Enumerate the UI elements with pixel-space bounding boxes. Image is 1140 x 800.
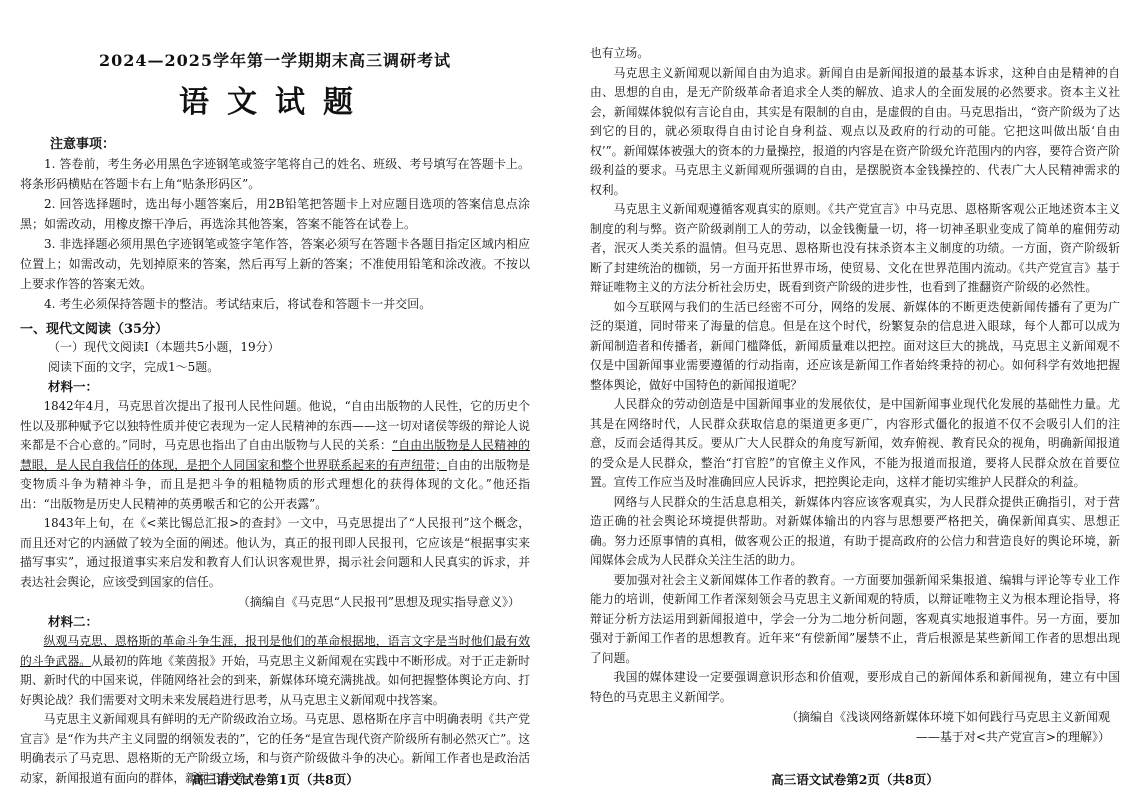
page-2 (590, 0, 1120, 800)
page-1 (20, 0, 530, 800)
notice-item: 2. 回答选择题时，选出每小题答案后，用2B铅笔把答题卡上对应题目选项的答案信息点涂黑；如需改动，用橡皮擦干净后，再选涂其他答案，答案不能答在试卷上。 (20, 197, 530, 231)
notice-item: 4. 考生必须保持答题卡的整洁。考试结束后，将试卷和答题卡一并交回。 (44, 297, 432, 311)
text-run: 1842年4月，马克思首次提出了报刊人民性问题。他说，“自由出版物的人民性，它的历史个性以及那种赋予它以独特性质并使它表现为一定人民精神的东西——这一切对诸侯等级的辩论人说来都是不合心意的。”同时，马克思也指出了自由出版物与人民的关系： (20, 399, 530, 452)
exam-title: 2024—2025学年第一学期期末高三调研考试 (98, 51, 452, 70)
instruction: 阅读下面的文字，完成1～5题。 (48, 360, 220, 374)
paragraph: 如今互联网与我们的生活已经密不可分，网络的发展、新媒体的不断更迭使新闻传播有了更为广泛的渠道，同时带来了海量的信息。但是在这个时代，纷繁复杂的信息进入眼球，每个人都可以成为新闻制造者和传播者，新闻门槛降低，新闻质量难以把控。面对这巨大的挑战，马克思主义新闻观不仅是中国新闻事业需要遵循的行动指南，还应该是新闻工作者始终秉持的初心。如何科学有效地把握整体舆论，做好中国特色的新闻报道呢？ (590, 299, 1120, 392)
section-heading: 一、现代文阅读（35分） (20, 322, 169, 337)
paragraph: 要加强对社会主义新闻媒体工作者的教育。一方面要加强新闻采集报道、编辑与评论等专业工作能力的培训，使新闻工作者深刻领会马克思主义新闻观的特质，以辩证唯物主义为根本理论指导，将辩证分析方法运用到新闻报道中，学会一分为二地分析问题，客观真实地报道事件。另一方面，要加强对于新闻工作者的思想教育。近年来“有偿新闻”屡禁不止，背后根源是某些新闻工作者的思想出现了问题。 (590, 572, 1120, 665)
text-run: 自由的出版物是变物质斗争为精神斗争，而且是把斗争的粗糙物质的形式理想化的获得体现的文化。”他还指出：“出版物是历史人民精神的英勇喉舌和它的公开表露”。 (20, 457, 530, 511)
page-footer: 高三语文试卷第2页（共8页） (771, 772, 939, 787)
subsection-heading: （一）现代文阅读Ⅰ（本题共5小题，19分） (48, 340, 280, 354)
underlined-text: “自由出版物是人民精神的慧眼，是人民自我信任的体现，是把个人同国家和整个世界联系起来的有声纽带； (20, 438, 530, 472)
material-1-label: 材料一： (48, 379, 99, 394)
material-2-source: （摘编自《浅谈网络新媒体环境下如何践行马克思主义新闻观 (785, 710, 1110, 724)
material-2-label: 材料二： (48, 614, 99, 629)
paragraph: 马克思主义新闻观遵循客观真实的原则。《共产党宣言》中马克思、恩格斯客观公正地述资本主义制度的利与弊。资产阶级剥削工人的劳动，以金钱衡量一切，将一切神圣职业变成了简单的雇佣劳动者，泯灭人类关系的温情。但马克思、恩格斯也没有抹杀资本主义制度的功绩。一方面，资产阶级斩断了封建统治的枷锁，另一方面开拓世界市场，使贸易、文化在世界范围内流动。《共产党宣言》基于辩证唯物主义的方法分析社会历史，既看到资产阶级的进步性，也看到了推翻资产阶级的必然性。 (590, 202, 1120, 294)
page-footer: 高三语文试卷第1页（共8页） (191, 772, 359, 787)
paragraph: 马克思主义新闻观以新闻自由为追求。新闻自由是新闻报道的最基本诉求，这种自由是精神的自由、思想的自由，是无产阶级革命者追求全人类的解放、追求人的全面发展的必然要求。资本主义社会，新闻媒体貌似有言论自由，其实是有限制的自由，是虚假的自由。马克思指出，“资产阶级为了达到它的目的，就必须取得自由讨论自身利益、观点以及政府的行动的可能。它把这叫做出版‘自由权’”。新闻媒体被强大的资本的力量操控，报道的内容是在资产阶级允许范围内的内容，要符合资产阶级利益的要求。马克思主义新闻观所强调的自由，是摆脱资本金钱操控的、代表广大人民精神需求的权利。 (590, 65, 1120, 197)
material-2-source-subtitle: ——基于对<共产党宣言>的理解》） (915, 730, 1110, 744)
paragraph: 也有立场。 (590, 46, 649, 60)
notice-item: 3. 非选择题必须用黑色字迹钢笔或签字笔作答，答案必须写在答题卡各题目指定区域内相应位置上；如需改动，先划掉原来的答案，然后再写上新的答案；不准使用铅笔和涂改液。不按以上要求作答的答案无效。 (20, 237, 530, 291)
material-2-paragraph: 马克思主义新闻观具有鲜明的无产阶级政治立场。马克思、恩格斯在序言中明确表明《共产党宣言》是“作为共产主义同盟的纲领发表的”，它的任务“是宣告现代资产阶级所有制必然灭亡”。这明确表示了马克思、恩格斯的无产阶级立场，和与资产阶级做斗争的决心。新闻工作者也是政治活动家，新闻报道有面向的群体，新闻工作者 (20, 712, 530, 785)
material-1-paragraph: 1843年上旬，在《<莱比锡总汇报>的查封》一文中，马克思提出了“人民报刊”这个概念，而且还对它的内涵做了较为全面的阐述。他认为，真正的报刊即人民报刊，它应该是“根据事实来描写事实”，通过报道事实来启发和教育人们认识客观世界，揭示社会问题和人民真实的诉求，并表达社会舆论，应该受到国家的信任。 (20, 516, 530, 589)
underlined-text: 纵观马克思、恩格斯的革命斗争生涯，报刊是他们的革命根据地，语言文字是当时他们最有效的斗争武器。 (20, 634, 530, 668)
material-2-paragraph (20, 632, 530, 710)
paragraph: 我国的媒体建设一定要强调意识形态和价值观，要形成自己的新闻体系和新闻视角，建立有中国特色的马克思主义新闻学。 (590, 670, 1120, 704)
paragraph: 网络与人民群众的生活息息相关，新媒体内容应该客观真实，为人民群众提供正确指引，对于营造正确的社会舆论环境提供帮助。对新媒体输出的内容与思想要严格把关，确保新闻真实、思想正确。努力还原事情的真相，做客观公正的报道，有助于提高政府的公信力和营造良好的舆论环境，新闻媒体会成为人民群众关注生活的助力。 (590, 494, 1120, 567)
material-1-source: （摘编自《马克思“人民报刊”思想及现实指导意义》） (237, 595, 520, 609)
notice-item: 1. 答卷前，考生务必用黑色字迹钢笔或签字笔将自己的姓名、班级、考号填写在答题卡上。将条形码横贴在答题卡右上角“贴条形码区”。 (20, 157, 530, 191)
paragraph: 人民群众的劳动创造是中国新闻事业的发展依仗，是中国新闻事业现代化发展的基础性力量。尤其是在网络时代，人民群众获取信息的渠道更多更广，内容形式僵化的报道不仅不会吸引人们的注意，反而会适得其反。要从广大人民群众的角度写新闻，效弃俯视、教育民众的视角，明确新闻报道的受众是人民群众，整治“打官腔”的官僚主义作风，不能为报道而报道，要将人民群众放在首要位置。宣传工作应当及时准确回应人民诉求，把控舆论走向，这样才能切实维护人民群众的利益。 (590, 397, 1120, 489)
subject-title: 语文试题 (179, 85, 371, 120)
material-1-paragraph (20, 397, 530, 514)
text-run: 从最初的阵地《莱茵报》开始，马克思主义新闻观在实践中不断形成。对于正走新时期、新时代的中国来说，伴随网络社会的到来，新媒体环境充满挑战。如何把握整体舆论方向、打好舆论战？我们需要对文明未来发展趋进行思考，从马克思主义新闻观中找答案。 (20, 653, 530, 707)
notice-heading: 注意事项： (50, 137, 116, 152)
